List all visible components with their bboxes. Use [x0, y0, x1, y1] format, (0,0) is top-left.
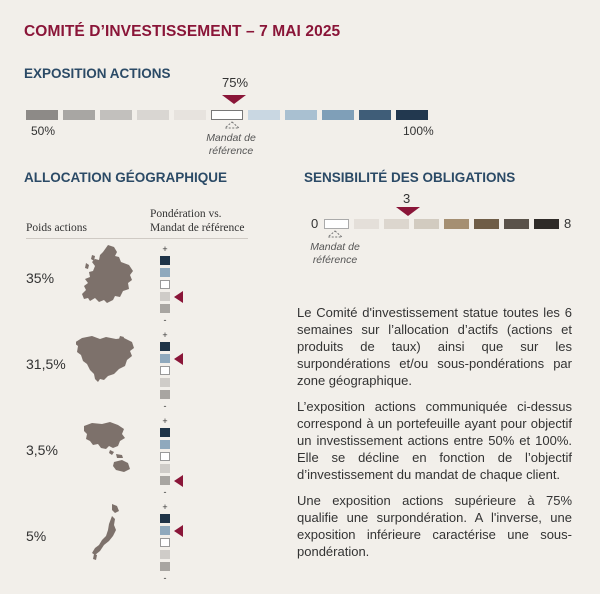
equity-scale-segment [100, 110, 132, 120]
bond-reference-marker-icon [327, 230, 343, 238]
equity-scale-segment [396, 110, 428, 120]
weighting-cell [160, 268, 170, 277]
europe-map-icon [78, 243, 134, 307]
weighting-cell [160, 538, 170, 547]
asia-pacific-weight: 3,5% [26, 442, 58, 458]
bond-scale-segment [474, 219, 499, 229]
bond-reference-note [300, 241, 370, 267]
col-weight-header: Poids actions [26, 222, 88, 234]
equity-current-marker [222, 95, 246, 104]
table-divider [26, 238, 248, 239]
col-weighting-header-line1: Pondération vs. [150, 208, 222, 220]
weighting-cell [160, 304, 170, 313]
equity-scale-segment [174, 110, 206, 120]
europe-weight: 35% [26, 270, 55, 286]
equity-scale-segment [359, 110, 391, 120]
weighting-cell [160, 366, 170, 375]
weighting-cell [160, 452, 170, 461]
plus-sign: + [162, 244, 168, 254]
weighting-cell [160, 280, 170, 289]
bond-sensitivity-heading: SENSIBILITÉ DES OBLIGATIONS [304, 170, 516, 185]
weighting-cell [160, 390, 170, 399]
geo-allocation-heading: ALLOCATION GÉOGRAPHIQUE [24, 170, 228, 185]
minus-sign: - [163, 401, 167, 411]
asia-pacific-weighting-scale [160, 417, 170, 496]
minus-sign: - [163, 573, 167, 583]
bond-scale-segment [414, 219, 439, 229]
bond-sensitivity-scale [324, 219, 559, 229]
equity-max-label: 100% [403, 124, 434, 138]
equity-scale-segment [26, 110, 58, 120]
weighting-cell [160, 256, 170, 265]
north-america-weight: 31,5% [26, 356, 66, 372]
paragraph-overweight: Une exposition actions supérieure à 75% qualifie une surpondération. A l'inverse, une exposition inférieure caractérise une sous-pondération. [297, 493, 572, 559]
europe-weighting-scale [160, 245, 170, 324]
japan-map-icon [88, 502, 128, 566]
north-america-weighting-scale [160, 331, 170, 410]
europe-position-marker [174, 291, 183, 303]
weighting-cell [160, 440, 170, 449]
plus-sign: + [162, 502, 168, 512]
weighting-cell [160, 378, 170, 387]
col-weighting-header-line2: Mandat de référence [150, 222, 245, 234]
paragraph-exposure: L’exposition actions communiquée ci-dessus correspond à un portefeuille ayant pour objectif un investissement actions entre 50% et 100%. Elle se décline en fonction de l’objectif d’investissement du mandat de chaque client. [297, 399, 572, 482]
page-title: COMITÉ D’INVESTISSEMENT – 7 MAI 2025 [24, 23, 341, 40]
equity-exposure-scale [26, 110, 428, 120]
asia-pacific-map-icon [80, 420, 136, 476]
equity-scale-segment [63, 110, 95, 120]
equity-scale-segment [248, 110, 280, 120]
north-america-map-icon [76, 334, 136, 384]
minus-sign: - [163, 487, 167, 497]
bond-scale-segment [444, 219, 469, 229]
bond-scale-segment [504, 219, 529, 229]
equity-reference-note-line2: référence [208, 145, 254, 157]
col-weighting-header [150, 207, 245, 235]
bond-reference-note-line2: référence [312, 254, 358, 266]
weighting-cell [160, 476, 170, 485]
equity-scale-segment [285, 110, 317, 120]
bond-scale-segment [534, 219, 559, 229]
minus-sign: - [163, 315, 167, 325]
weighting-cell [160, 550, 170, 559]
bond-min-label: 0 [311, 216, 319, 231]
asia-pacific-position-marker [174, 475, 183, 487]
bond-scale-segment [324, 219, 349, 229]
weighting-cell [160, 342, 170, 351]
equity-current-value: 75% [222, 75, 249, 90]
japan-weighting-scale [160, 503, 170, 582]
weighting-cell [160, 514, 170, 523]
paragraph-committee: Le Comité d'investissement statue toutes les 6 semaines sur l’allocation d’actifs (actions et produits de taux) ainsi que sur les surpondérations et/ou sous-pondérations par zone géographique. [297, 305, 572, 388]
bond-scale-segment [384, 219, 409, 229]
equity-scale-segment [211, 110, 243, 120]
weighting-cell [160, 354, 170, 363]
weighting-cell [160, 526, 170, 535]
weighting-cell [160, 428, 170, 437]
equity-reference-note-line1: Mandat de [206, 132, 256, 144]
plus-sign: + [162, 330, 168, 340]
equity-exposure-heading: EXPOSITION ACTIONS [24, 66, 171, 81]
japan-weight: 5% [26, 528, 47, 544]
weighting-cell [160, 562, 170, 571]
equity-min-label: 50% [31, 124, 56, 138]
japan-position-marker [174, 525, 183, 537]
equity-reference-marker-icon [224, 121, 240, 129]
bond-current-marker [396, 207, 420, 216]
bond-reference-note-line1: Mandat de [310, 241, 360, 253]
bond-max-label: 8 [564, 216, 572, 231]
plus-sign: + [162, 416, 168, 426]
bond-current-value: 3 [403, 191, 411, 206]
explanatory-text [297, 304, 572, 569]
equity-scale-segment [322, 110, 354, 120]
weighting-cell [160, 292, 170, 301]
bond-scale-segment [354, 219, 379, 229]
equity-scale-segment [137, 110, 169, 120]
weighting-cell [160, 464, 170, 473]
north-america-position-marker [174, 353, 183, 365]
equity-reference-note [196, 132, 266, 158]
